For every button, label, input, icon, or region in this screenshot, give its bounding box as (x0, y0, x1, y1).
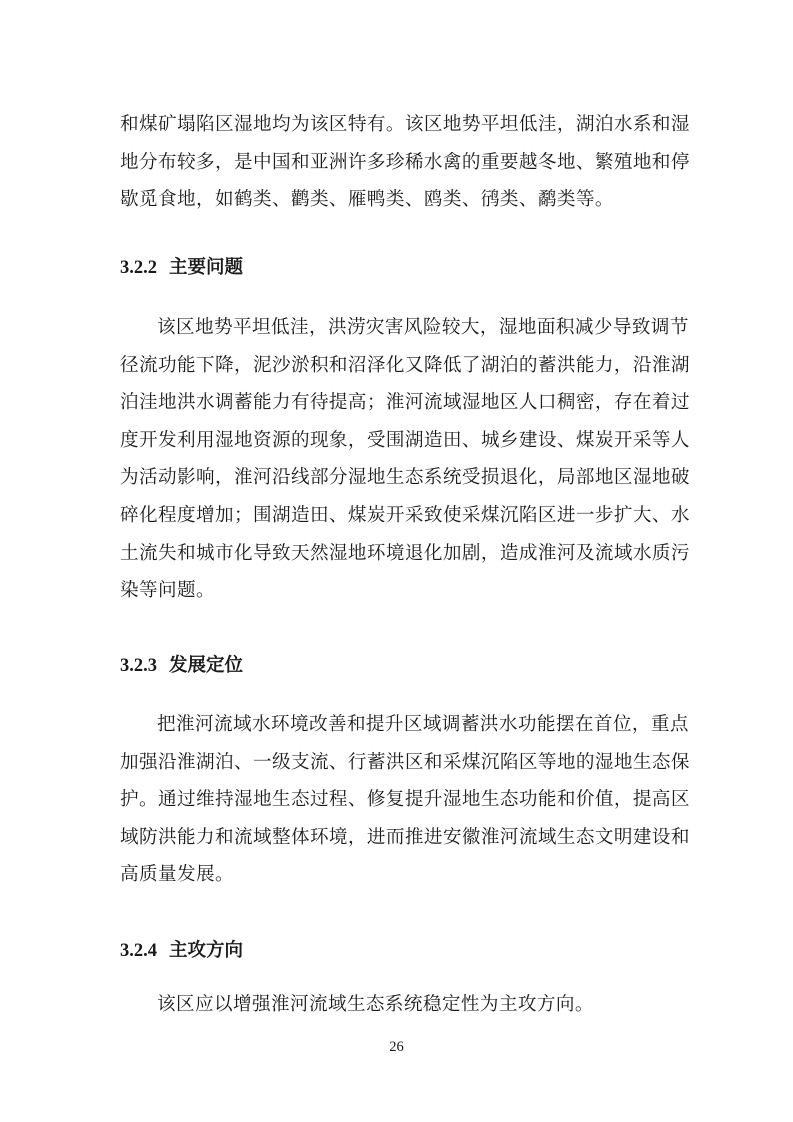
text-line: 歇觅食地，如鹤类、鹳类、雁鸭类、鸥类、鸻类、鹬类等。 (120, 189, 614, 211)
text-line: 径流功能下降，泥沙淤积和沼泽化又降低了湖泊的蓄洪能力，沿淮湖 (120, 354, 690, 376)
section-heading-3-2-2 (120, 255, 243, 280)
text-line: 加强沿淮湖泊、一级支流、行蓄洪区和采煤沉陷区等地的湿地生态保 (120, 751, 690, 773)
section-heading-3-2-3 (120, 653, 243, 678)
text-line: 碎化程度增加；围湖造田、煤炭开采致使采煤沉陷区进一步扩大、水 (120, 504, 690, 526)
section-paragraph-main-direction (120, 986, 680, 1024)
text-line: 染等问题。 (120, 580, 215, 602)
section-heading-3-2-4 (120, 938, 243, 963)
text-line: 为活动影响，淮河沿线部分湿地生态系统受损退化，局部地区湿地破 (120, 467, 690, 489)
intro-paragraph (120, 106, 690, 219)
page-number: 26 (389, 1039, 404, 1055)
text-line: 该区应以增强淮河流域生态系统稳定性为主攻方向。 (157, 994, 594, 1015)
text-line: 泊洼地洪水调蓄能力有待提高；淮河流域湿地区人口稠密，存在着过 (120, 392, 690, 414)
text-line: 度开发利用湿地资源的现象，受围湖造田、城乡建设、煤炭开采等人 (120, 429, 690, 451)
text-line: 土流失和城市化导致天然湿地环境退化加剧，造成淮河及流域水质污 (120, 542, 690, 564)
section-title: 主要问题 (169, 257, 244, 278)
section-paragraph-main-problems (120, 309, 690, 610)
text-line: 和煤矿塌陷区湿地均为该区特有。该区地势平坦低洼，湖泊水系和湿 (120, 114, 690, 135)
section-paragraph-development-positioning (120, 706, 690, 894)
section-number: 3.2.2 (120, 258, 157, 278)
section-number: 3.2.3 (120, 656, 157, 676)
section-title: 发展定位 (169, 655, 244, 676)
text-line: 该区地势平坦低洼，洪涝灾害风险较大，湿地面积减少导致调节 (157, 317, 689, 338)
text-line: 域防洪能力和流域整体环境，进而推进安徽淮河流域生态文明建设和 (120, 826, 690, 848)
text-line: 高质量发展。 (120, 864, 234, 886)
section-title: 主攻方向 (169, 940, 244, 961)
text-line: 护。通过维持湿地生态过程、修复提升湿地生态功能和价值，提高区 (120, 789, 690, 811)
text-line: 把淮河流域水环境改善和提升区域调蓄洪水功能摆在首位，重点 (157, 714, 689, 735)
text-line: 地分布较多，是中国和亚洲许多珍稀水禽的重要越冬地、繁殖地和停 (120, 151, 690, 173)
section-number: 3.2.4 (120, 941, 157, 961)
